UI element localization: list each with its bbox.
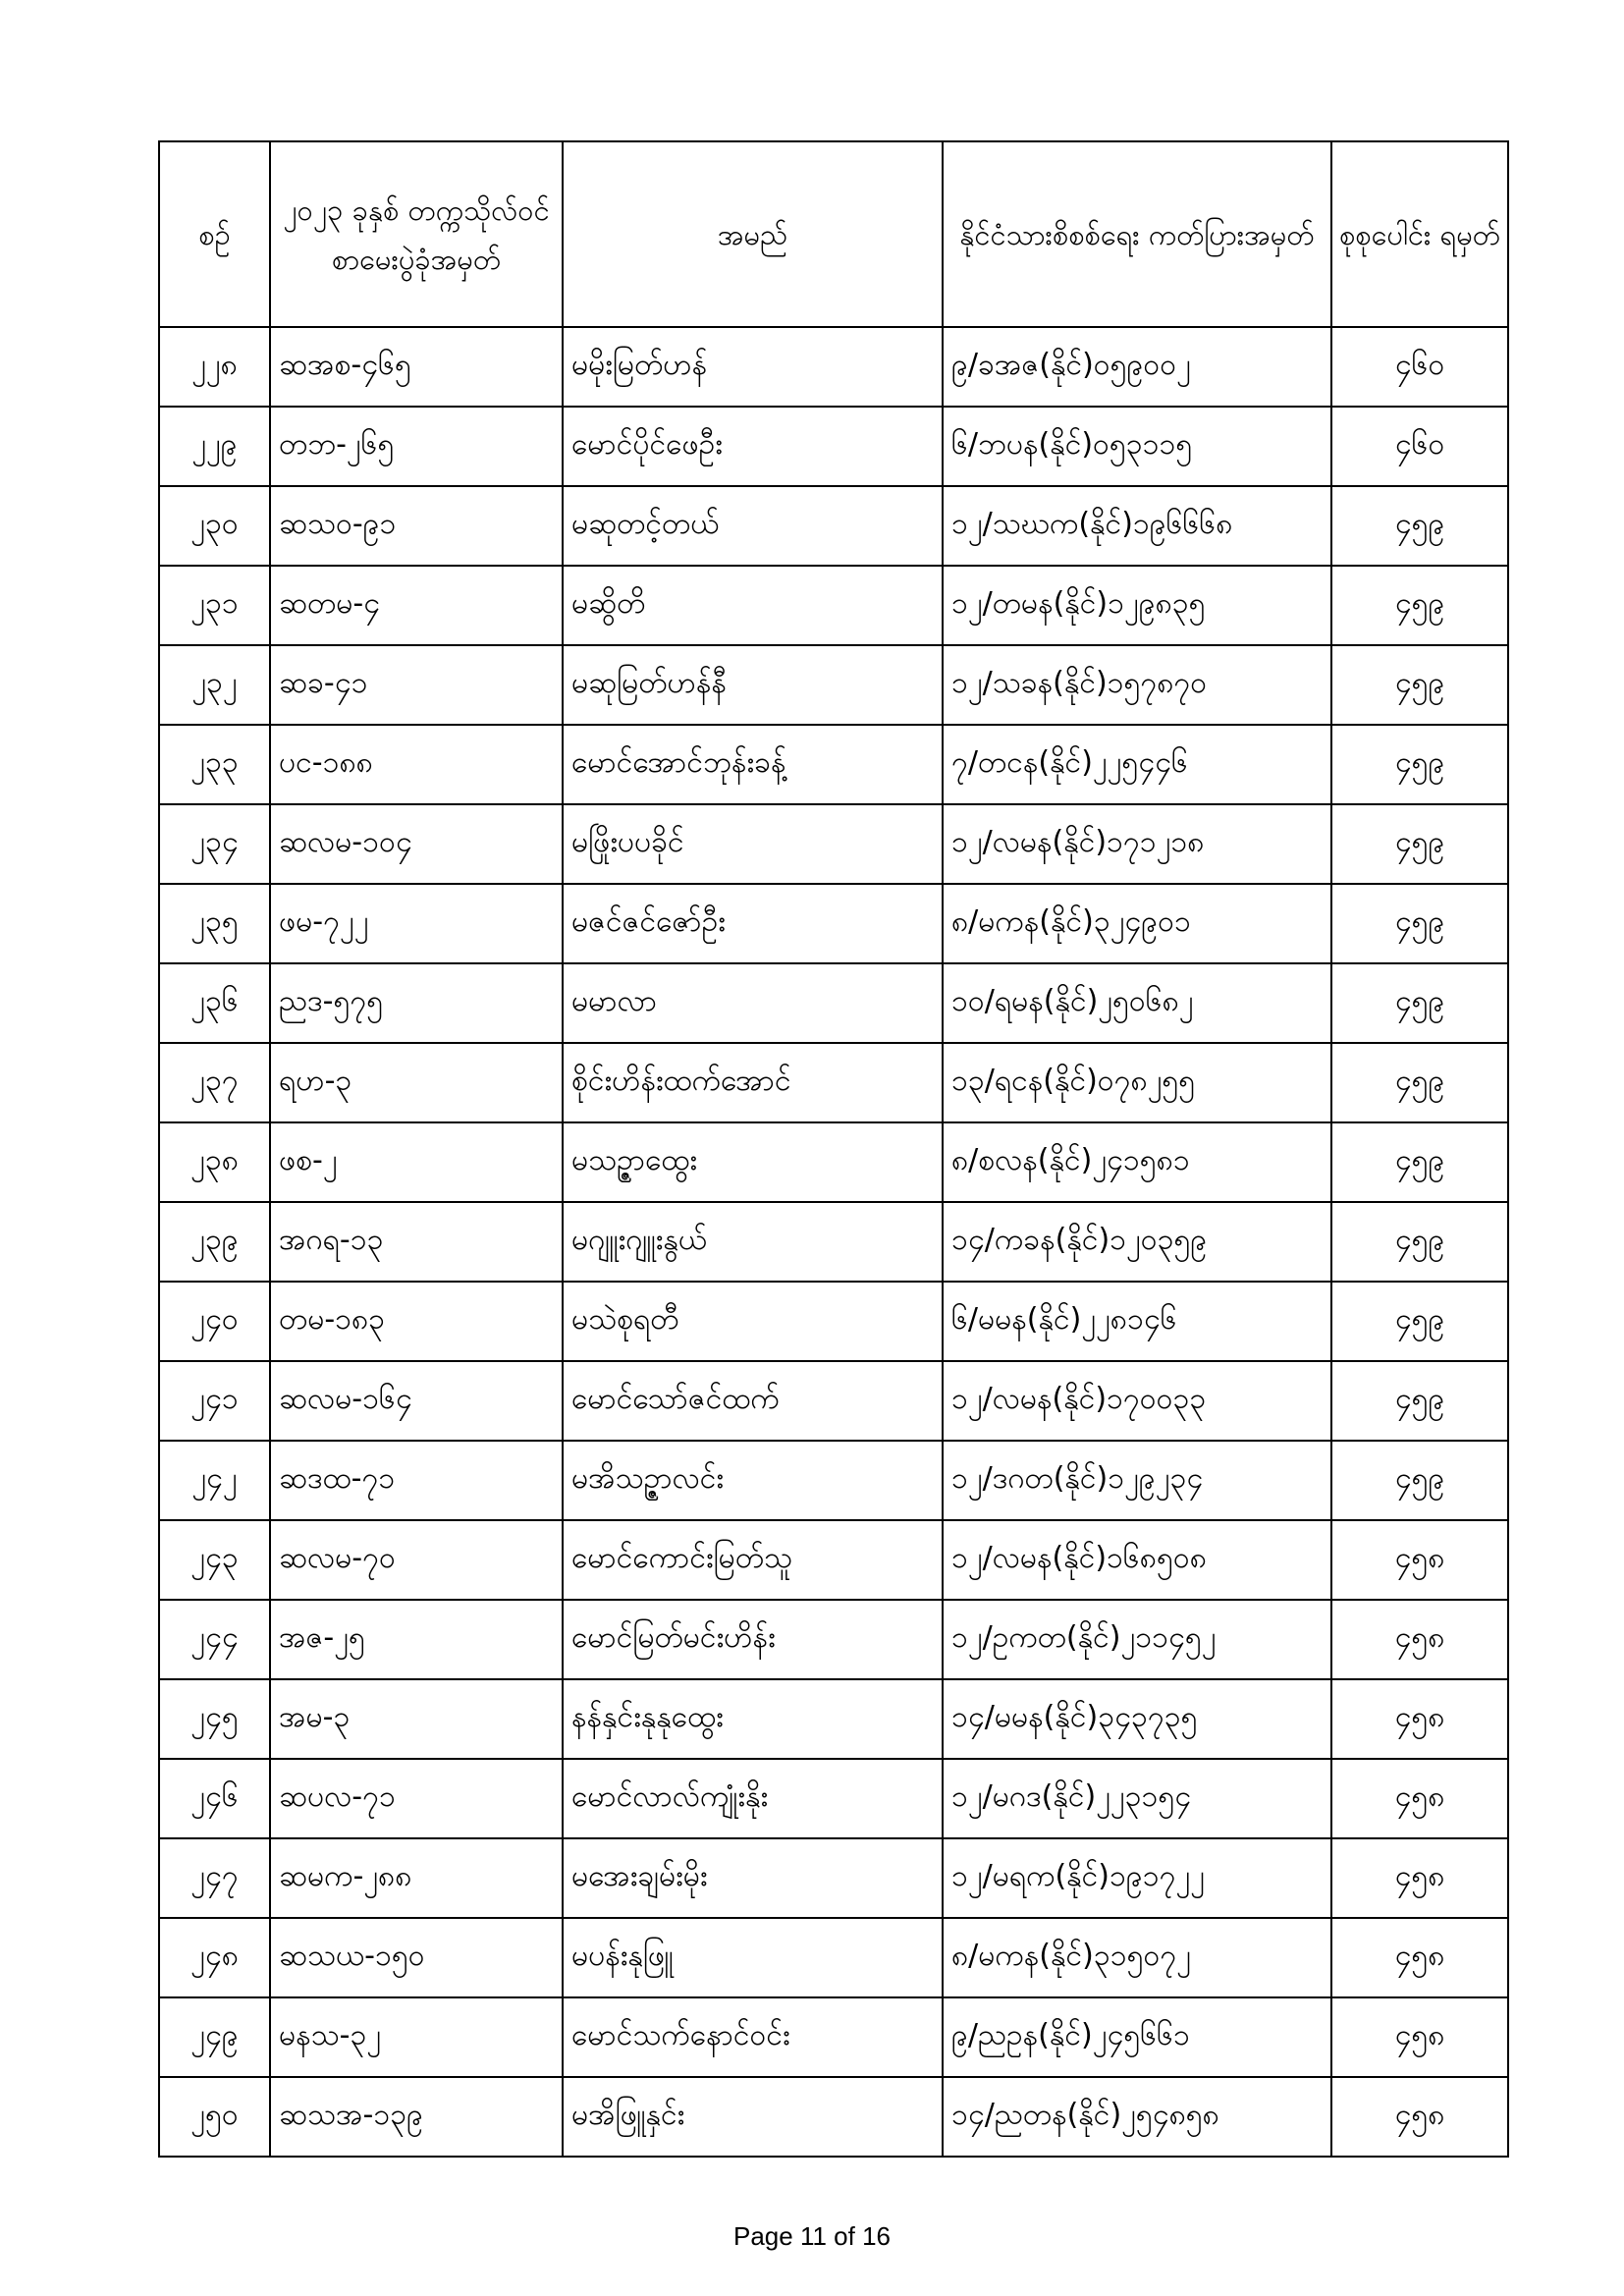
- page-number: Page 11 of 16: [733, 2221, 891, 2251]
- nrc-number-cell: ၁၄/ညတန(နိုင်)၂၅၄၈၅၈: [943, 2077, 1331, 2157]
- total-score-cell: ၄၆၀: [1331, 407, 1508, 486]
- name-cell: စိုင်းဟိန်းထက်အောင်: [563, 1043, 943, 1122]
- roll-number-cell: ဆလမ-၁၀၄: [270, 804, 563, 884]
- roll-number-cell: မနသ-၃၂: [270, 1997, 563, 2077]
- table-row: [159, 1918, 1508, 1997]
- nrc-number-cell: ၉/ညဥန(နိုင်)၂၄၅၆၆၁: [943, 1997, 1331, 2077]
- roll-number-cell: အဂရ-၁၃: [270, 1202, 563, 1282]
- roll-number-cell: ဆမက-၂၈၈: [270, 1838, 563, 1918]
- serial-number-cell: ၂၅၀: [159, 2077, 270, 2157]
- roll-number-cell: တမ-၁၈၃: [270, 1282, 563, 1361]
- table-row: [159, 725, 1508, 804]
- serial-number-cell: ၂၄၇: [159, 1838, 270, 1918]
- name-cell: မမာလာ: [563, 963, 943, 1043]
- name-cell: မောင်သော်ဇင်ထက်: [563, 1361, 943, 1441]
- total-score-cell: ၄၅၉: [1331, 645, 1508, 725]
- nrc-number-cell: ၆/ဘပန(နိုင်)၀၅၃၁၁၅: [943, 407, 1331, 486]
- name-cell: မအေးချမ်းမိုး: [563, 1838, 943, 1918]
- serial-number-cell: ၂၄၅: [159, 1679, 270, 1759]
- header-name: အမည်: [563, 141, 943, 327]
- roll-number-cell: ဆဒထ-၇၁: [270, 1441, 563, 1520]
- nrc-number-cell: ၉/ခအဇ(နိုင်)၀၅၉၀၀၂: [943, 327, 1331, 407]
- serial-number-cell: ၂၄၃: [159, 1520, 270, 1600]
- roll-number-cell: ညဒ-၅၇၅: [270, 963, 563, 1043]
- serial-number-cell: ၂၄၄: [159, 1600, 270, 1679]
- name-cell: မောင်အောင်ဘုန်းခန့်: [563, 725, 943, 804]
- roll-number-cell: အဇ-၂၅: [270, 1600, 563, 1679]
- table-row: [159, 327, 1508, 407]
- table-row: [159, 2077, 1508, 2157]
- total-score-cell: ၄၅၉: [1331, 486, 1508, 566]
- nrc-number-cell: ၁၃/ရငန(နိုင်)၀၇၈၂၅၅: [943, 1043, 1331, 1122]
- table-row: [159, 566, 1508, 645]
- roll-number-cell: ဆလမ-၁၆၄: [270, 1361, 563, 1441]
- header-total-score: စုစုပေါင်း ရမှတ်: [1331, 141, 1508, 327]
- table-row: [159, 486, 1508, 566]
- table-row: [159, 804, 1508, 884]
- name-cell: မဆုမြတ်ဟန်နီ: [563, 645, 943, 725]
- total-score-cell: ၄၅၉: [1331, 884, 1508, 963]
- roll-number-cell: အမ-၃: [270, 1679, 563, 1759]
- name-cell: မမိုးမြတ်ဟန်: [563, 327, 943, 407]
- serial-number-cell: ၂၄၂: [159, 1441, 270, 1520]
- header-row: [159, 141, 1508, 327]
- total-score-cell: ၄၅၈: [1331, 1918, 1508, 1997]
- table-row: [159, 1679, 1508, 1759]
- total-score-cell: ၄၅၉: [1331, 1122, 1508, 1202]
- name-cell: မောင်မြတ်မင်းဟိန်း: [563, 1600, 943, 1679]
- nrc-number-cell: ၁၂/ဥကတ(နိုင်)၂၁၁၄၅၂: [943, 1600, 1331, 1679]
- total-score-cell: ၄၅၉: [1331, 1361, 1508, 1441]
- table-row: [159, 1759, 1508, 1838]
- serial-number-cell: ၂၃၈: [159, 1122, 270, 1202]
- serial-number-cell: ၂၄၁: [159, 1361, 270, 1441]
- serial-number-cell: ၂၄၆: [159, 1759, 270, 1838]
- serial-number-cell: ၂၃၂: [159, 645, 270, 725]
- nrc-number-cell: ၁၂/သဃက(နိုင်)၁၉၆၆၆၈: [943, 486, 1331, 566]
- roll-number-cell: ဆသအ-၁၃၉: [270, 2077, 563, 2157]
- table-row: [159, 407, 1508, 486]
- total-score-cell: ၄၅၈: [1331, 1600, 1508, 1679]
- total-score-cell: ၄၅၉: [1331, 1441, 1508, 1520]
- total-score-cell: ၄၅၉: [1331, 566, 1508, 645]
- header-serial-number: စဉ်: [159, 141, 270, 327]
- table-row: [159, 645, 1508, 725]
- name-cell: မောင်ကောင်းမြတ်သူ: [563, 1520, 943, 1600]
- name-cell: မောင်လာလ်ကျုံးနိုး: [563, 1759, 943, 1838]
- total-score-cell: ၄၅၈: [1331, 2077, 1508, 2157]
- name-cell: မဆုတင့်တယ်: [563, 486, 943, 566]
- total-score-cell: ၄၆၀: [1331, 327, 1508, 407]
- name-cell: မောင်ပိုင်ဖေဦး: [563, 407, 943, 486]
- header-exam-roll-number: ၂၀၂၃ ခုနှစ် တက္ကသိုလ်ဝင် စာမေးပွဲခုံအမှတ်: [270, 141, 563, 327]
- roll-number-cell: ရဟ-၃: [270, 1043, 563, 1122]
- total-score-cell: ၄၅၉: [1331, 725, 1508, 804]
- name-cell: မအိဖြူနှင်း: [563, 2077, 943, 2157]
- serial-number-cell: ၂၂၈: [159, 327, 270, 407]
- nrc-number-cell: ၁၂/မရက(နိုင်)၁၉၁၇၂၂: [943, 1838, 1331, 1918]
- serial-number-cell: ၂၄၀: [159, 1282, 270, 1361]
- table-row: [159, 1997, 1508, 2077]
- serial-number-cell: ၂၄၈: [159, 1918, 270, 1997]
- name-cell: မပန်းနုဖြူ: [563, 1918, 943, 1997]
- serial-number-cell: ၂၃၄: [159, 804, 270, 884]
- roll-number-cell: ဖစ-၂: [270, 1122, 563, 1202]
- nrc-number-cell: ၇/တငန(နိုင်)၂၂၅၄၄၆: [943, 725, 1331, 804]
- table-row: [159, 1282, 1508, 1361]
- nrc-number-cell: ၁၄/ကခန(နိုင်)၁၂၀၃၅၉: [943, 1202, 1331, 1282]
- total-score-cell: ၄၅၉: [1331, 804, 1508, 884]
- roll-number-cell: ဖမ-၇၂၂: [270, 884, 563, 963]
- roll-number-cell: ပင-၁၈၈: [270, 725, 563, 804]
- roll-number-cell: ဆတမ-၄: [270, 566, 563, 645]
- nrc-number-cell: ၆/မမန(နိုင်)၂၂၈၁၄၆: [943, 1282, 1331, 1361]
- serial-number-cell: ၂၄၉: [159, 1997, 270, 2077]
- name-cell: မောင်သက်နောင်ဝင်း: [563, 1997, 943, 2077]
- table-row: [159, 1122, 1508, 1202]
- serial-number-cell: ၂၃၆: [159, 963, 270, 1043]
- nrc-number-cell: ၁၂/လမန(နိုင်)၁၆၈၅၀၈: [943, 1520, 1331, 1600]
- name-cell: မအိသဉ္ဇာလင်း: [563, 1441, 943, 1520]
- name-cell: မဖြိုးပပခိုင်: [563, 804, 943, 884]
- nrc-number-cell: ၈/စလန(နိုင်)၂၄၁၅၈၁: [943, 1122, 1331, 1202]
- name-cell: မဂျူးဂျူးနွယ်: [563, 1202, 943, 1282]
- results-table: [158, 140, 1509, 2158]
- nrc-number-cell: ၁၂/မဂဒ(နိုင်)၂၂၃၁၅၄: [943, 1759, 1331, 1838]
- table-row: [159, 1838, 1508, 1918]
- serial-number-cell: ၂၂၉: [159, 407, 270, 486]
- total-score-cell: ၄၅၈: [1331, 1997, 1508, 2077]
- nrc-number-cell: ၈/မကန(နိုင်)၃၂၄၉၀၁: [943, 884, 1331, 963]
- name-cell: နန်နှင်းနုနုထွေး: [563, 1679, 943, 1759]
- name-cell: မသဲစုရတီ: [563, 1282, 943, 1361]
- nrc-number-cell: ၁၀/ရမန(နိုင်)၂၅၀၆၈၂: [943, 963, 1331, 1043]
- roll-number-cell: ဆအစ-၄၆၅: [270, 327, 563, 407]
- roll-number-cell: တဘ-၂၆၅: [270, 407, 563, 486]
- table-row: [159, 1202, 1508, 1282]
- nrc-number-cell: ၁၂/တမန(နိုင်)၁၂၉၈၃၅: [943, 566, 1331, 645]
- roll-number-cell: ဆလမ-၇၀: [270, 1520, 563, 1600]
- table-row: [159, 884, 1508, 963]
- nrc-number-cell: ၁၂/လမန(နိုင်)၁၇၁၂၁၈: [943, 804, 1331, 884]
- table-row: [159, 1043, 1508, 1122]
- serial-number-cell: ၂၃၅: [159, 884, 270, 963]
- serial-number-cell: ၂၃၁: [159, 566, 270, 645]
- table-row: [159, 1361, 1508, 1441]
- total-score-cell: ၄၅၉: [1331, 1202, 1508, 1282]
- total-score-cell: ၄၅၈: [1331, 1679, 1508, 1759]
- nrc-number-cell: ၁၂/သခန(နိုင်)၁၅၇၈၇၀: [943, 645, 1331, 725]
- serial-number-cell: ၂၃၀: [159, 486, 270, 566]
- serial-number-cell: ၂၃၉: [159, 1202, 270, 1282]
- nrc-number-cell: ၁၂/လမန(နိုင်)၁၇၀၀၃၃: [943, 1361, 1331, 1441]
- table-row: [159, 1600, 1508, 1679]
- total-score-cell: ၄၅၈: [1331, 1759, 1508, 1838]
- table-header: [159, 141, 1508, 327]
- table-row: [159, 963, 1508, 1043]
- serial-number-cell: ၂၃၃: [159, 725, 270, 804]
- total-score-cell: ၄၅၈: [1331, 1838, 1508, 1918]
- table-body: [159, 327, 1508, 2157]
- name-cell: မဇင်ဇင်ဇော်ဦး: [563, 884, 943, 963]
- roll-number-cell: ဆခ-၄၁: [270, 645, 563, 725]
- total-score-cell: ၄၅၉: [1331, 963, 1508, 1043]
- name-cell: မသဉ္ဇာထွေး: [563, 1122, 943, 1202]
- table-row: [159, 1441, 1508, 1520]
- table-row: [159, 1520, 1508, 1600]
- serial-number-cell: ၂၃၇: [159, 1043, 270, 1122]
- nrc-number-cell: ၁၄/မမန(နိုင်)၃၄၃၇၃၅: [943, 1679, 1331, 1759]
- total-score-cell: ၄၅၈: [1331, 1520, 1508, 1600]
- name-cell: မဆွိတိ: [563, 566, 943, 645]
- header-nrc-number: နိုင်ငံသားစိစစ်ရေး ကတ်ပြားအမှတ်: [943, 141, 1331, 327]
- total-score-cell: ၄၅၉: [1331, 1282, 1508, 1361]
- roll-number-cell: ဆပလ-၇၁: [270, 1759, 563, 1838]
- total-score-cell: ၄၅၉: [1331, 1043, 1508, 1122]
- nrc-number-cell: ၁၂/ဒဂတ(နိုင်)၁၂၉၂၃၄: [943, 1441, 1331, 1520]
- nrc-number-cell: ၈/မကန(နိုင်)၃၁၅၀၇၂: [943, 1918, 1331, 1997]
- roll-number-cell: ဆသယ-၁၅၀: [270, 1918, 563, 1997]
- roll-number-cell: ဆသဝ-၉၁: [270, 486, 563, 566]
